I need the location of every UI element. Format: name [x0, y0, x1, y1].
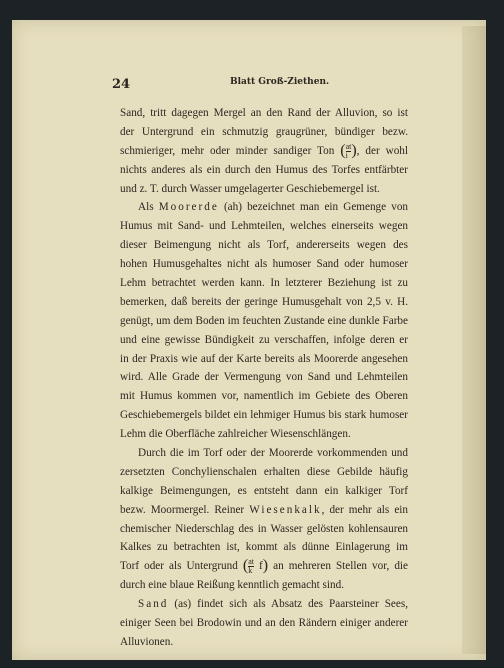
- fraction-numerator: at: [248, 557, 254, 567]
- text-line: Durch die im Torf oder der Moorerde vorkommenden und: [138, 447, 408, 460]
- page-header: [112, 73, 482, 91]
- paren-close: ): [351, 141, 357, 159]
- fraction-suffix: f: [259, 560, 263, 573]
- text-line: [120, 595, 408, 614]
- text-line: durch eine blaue Reißung kenntlich gemacht sind.: [120, 579, 344, 592]
- text-line: [120, 501, 408, 520]
- map-symbol-fraction: [248, 558, 254, 575]
- text-line: Lehm die Oberfläche zahlreicher Wiesenschlängen.: [120, 428, 351, 441]
- text-line: dieser Beimengung nicht als Torf, andererseits wegen des: [120, 239, 408, 252]
- paren-open: (: [242, 557, 249, 575]
- text-segment: , der mehr als ein: [321, 503, 409, 516]
- text-line: Alluvionen.: [120, 635, 174, 648]
- text-line: hohen Humusgehaltes nicht als humoser Sand oder humoser: [120, 258, 408, 271]
- fraction-denominator: k: [248, 566, 253, 576]
- paren-close: ): [262, 557, 269, 575]
- page-edge-shadow: [462, 26, 486, 654]
- text-line: mit Humus kommen vor, namentlich im Gebiete des Oberen: [120, 390, 408, 403]
- text-line: und z. T. durch Wasser umgelagerter Geschiebemergel ist.: [120, 182, 380, 195]
- text-line: wird. Alle Grade der Vermengung von Sand und Lehmteilen: [120, 371, 408, 384]
- spaced-term: Sand: [138, 598, 169, 611]
- text-line: Kalkes zu betrachten ist, kommt als dünne Einlagerung im: [120, 541, 408, 554]
- body-text: [120, 104, 408, 652]
- text-line: in der Praxis wie auf der Karte bereits als Moorerde angesehen: [120, 352, 408, 365]
- spaced-term: Wiesenkalk: [249, 503, 322, 516]
- text-line: Humus mit Sand- und Lehmteilen, welches einerseits wegen: [120, 220, 408, 233]
- fraction-denominator: i: [346, 151, 352, 160]
- text-line: [120, 198, 408, 217]
- text-segment: Torf oder als Untergrund: [120, 560, 238, 573]
- text-line: chemischer Niederschlag des in Wasser gelösten kohlensauren: [120, 522, 408, 535]
- text-segment: bezw. Moormergel. Reiner: [120, 503, 245, 516]
- text-line: [120, 557, 408, 576]
- running-head: Blatt Groß-Ziethen.: [230, 77, 330, 87]
- text-line: bemerken, daß bereits der geringe Humusgehalt von 2,5 v. H.: [120, 295, 408, 308]
- text-line: Geschiebemergels bildet ein lehmiger Humus bis stark humoser: [120, 409, 408, 422]
- text-line: Sand, tritt dagegen Mergel an den Rand der Alluvion, so ist: [120, 107, 408, 119]
- text-line: [120, 142, 408, 161]
- text-segment: Als: [138, 201, 154, 214]
- text-segment: (ah) bezeichnet man ein Gemenge von: [223, 201, 409, 214]
- text-segment: schmieriger, mehr oder minder sandiger Ton: [120, 144, 335, 157]
- page-number: 24: [112, 77, 131, 92]
- text-line: und eine gewisse Bündigkeit zu verschaffen, infolge deren er: [120, 333, 408, 346]
- fraction-numerator: at: [345, 141, 352, 151]
- text-line: genügt, um dem Boden im feuchten Zustande eine dunkle Farbe: [120, 314, 408, 327]
- spaced-term: Moorerde: [158, 201, 219, 214]
- text-segment: (as) findet sich als Absatz des Paarsteiner Sees,: [174, 598, 408, 611]
- text-segment: an mehreren Stellen vor, die: [273, 560, 409, 573]
- paren-open: (: [340, 141, 346, 159]
- text-line: der Untergrund ein schmutzig graugrüner, bündiger bezw.: [120, 125, 408, 138]
- text-line: kalkige Beimengungen, es entsteht dann ein kalkiger Torf: [120, 484, 408, 497]
- text-line: einiger Seen bei Brodowin und an den Rändern einiger anderer: [120, 617, 408, 630]
- text-segment: , der wohl: [356, 144, 408, 157]
- text-line: nichts anderes als ein durch den Humus des Torfes entfärbter: [120, 163, 408, 176]
- text-line: zersetzten Conchylienschalen erhalten diese Gebilde häufig: [120, 465, 408, 478]
- text-line: Lehm betrachtet werden kann. In letzterer Beziehung ist zu: [120, 277, 408, 290]
